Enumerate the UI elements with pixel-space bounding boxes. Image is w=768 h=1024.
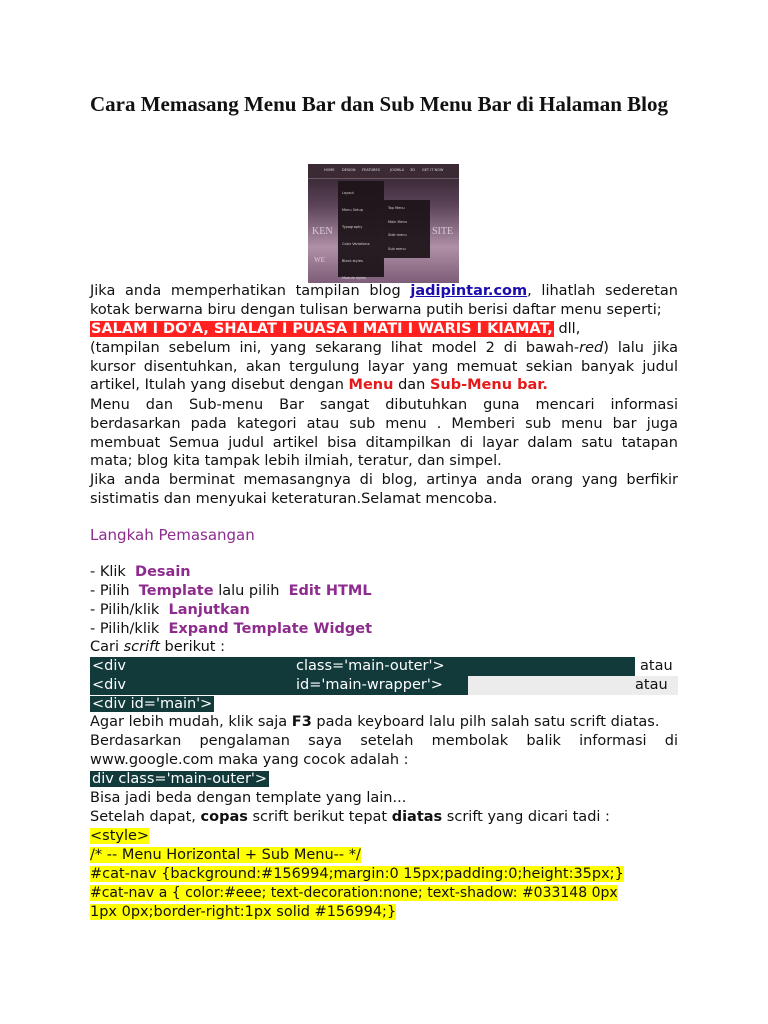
screenshot-subdropdown: [384, 200, 430, 258]
step-item: - Pilih Template lalu pilih Edit HTML: [90, 583, 372, 599]
paragraph-line: Bisa jadi beda dengan template yang lain...: [90, 790, 407, 806]
screenshot-dropdown-item: Module styles: [342, 276, 367, 280]
section-heading: Langkah Pemasangan: [90, 526, 255, 544]
step-action: Expand Template Widget: [168, 621, 373, 637]
screenshot-dropdown-item: Color Variations: [342, 242, 370, 246]
step-action: Lanjutkan: [168, 602, 250, 618]
screenshot-bg-text: SITE: [432, 226, 454, 237]
screenshot-dropdown-item: Menu Setup: [342, 208, 363, 212]
paragraph-line: berdasarkan pada kategori atau sub menu . Memberi sub menu bar juga: [90, 416, 678, 432]
screenshot-nav-item: 3D: [410, 168, 415, 172]
screenshot-nav-bar: [308, 164, 459, 179]
paragraph-line: sistimatis dan menyukai keteraturan.Selamat mencoba.: [90, 491, 498, 507]
paragraph-line: artikel, Itulah yang disebut dengan Menu dan Sub-Menu bar.: [90, 377, 548, 393]
css-code-line: #cat-nav a { color:#eee; text-decoration:none; text-shadow: #033148 0px: [90, 885, 618, 901]
code-line: <div id='main'>: [92, 696, 213, 712]
screenshot-dropdown-item: Block styles: [342, 259, 363, 263]
screenshot-dropdown-item: Main Menu: [388, 219, 408, 224]
menu-screenshot-image: [308, 164, 459, 283]
screenshot-bg-text: KEN: [312, 226, 333, 237]
css-code-line: /* -- Menu Horizontal + Sub Menu-- */: [90, 847, 361, 863]
step-action: Desain: [135, 564, 191, 580]
paragraph-line: kursor disentuhkan, akan tergulung layar yang memuat sekian banyak judul: [90, 359, 678, 375]
paragraph-line: Jika anda memperhatikan tampilan blog jadipintar.com, lihatlah sederetan: [90, 283, 678, 299]
menu-term: Menu: [348, 377, 394, 393]
step-item: - Pilih/klik Expand Template Widget: [90, 621, 373, 637]
paragraph-line: Menu dan Sub-menu Bar sangat dibutuhkan guna mencari informasi: [90, 397, 678, 413]
highlighted-menu-list: SALAM I DO'A, SHALAT I PUASA I MATI I WARIS I KIAMAT,: [91, 321, 553, 337]
step-item: - Pilih/klik Lanjutkan: [90, 602, 250, 618]
screenshot-dropdown-item: Sub menu: [388, 246, 406, 251]
paragraph-line: membuat Semua judul artikel bisa ditampilkan di layar dalam satu tatapan: [90, 435, 678, 451]
paragraph-line: (tampilan sebelum ini, yang sekarang lihat model 2 di bawah-red) lalu jika: [90, 340, 679, 356]
paragraph-line: Setelah dapat, copas scrift berikut tepat diatas scrift yang dicari tadi :: [90, 809, 610, 825]
css-code-line: 1px 0px;border-right:1px solid #156994;}: [90, 904, 397, 920]
paragraph-line: kotak berwarna biru dengan tulisan berwarna putih berisi daftar menu seperti;: [90, 302, 662, 318]
code-line: <div class='main-outer'> atau: [92, 658, 673, 674]
screenshot-dropdown-item: Top Menu: [388, 206, 405, 210]
screenshot-nav-item: DESIGN: [342, 168, 356, 172]
paragraph-line: www.google.com maka yang cocok adalah :: [90, 752, 409, 768]
paragraph-line: mata; blog kita tampak lebih ilmiah, teratur, dan simpel.: [90, 453, 502, 469]
step-item: - Klik Desain: [90, 564, 191, 580]
step-action: Edit HTML: [288, 583, 372, 599]
page-title: Cara Memasang Menu Bar dan Sub Menu Bar di Halaman Blog: [90, 92, 668, 116]
screenshot-dropdown-item: Typography: [342, 225, 363, 229]
screenshot-dropdown: [338, 181, 384, 280]
paragraph-line: Agar lebih mudah, klik saja F3 pada keyboard lalu pilh salah satu scrift diatas.: [90, 714, 660, 730]
submenu-term: Sub-Menu bar.: [429, 377, 548, 393]
screenshot-dropdown-item: Layout: [342, 191, 354, 195]
css-code-line: #cat-nav {background:#156994;margin:0 15px;padding:0;height:35px;}: [90, 866, 624, 882]
paragraph-line: Berdasarkan pengalaman saya setelah membolak balik informasi di: [90, 733, 678, 749]
step-action: Template: [138, 583, 214, 599]
paragraph-line: SALAM I DO'A, SHALAT I PUASA I MATI I WARIS I KIAMAT, dll,: [91, 321, 581, 337]
screenshot-nav-item: HOME: [324, 168, 335, 172]
screenshot-bg-text: WE: [314, 256, 325, 264]
screenshot-dropdown-item: Side menu: [388, 233, 407, 237]
screenshot-nav-item: JOOMLA: [390, 168, 404, 172]
code-line: <div id='main-wrapper'> atau: [90, 676, 678, 695]
code-line: div class='main-outer'>: [92, 771, 268, 787]
paragraph-line: Jika anda berminat memasangnya di blog, artinya anda orang yang berfikir: [90, 472, 678, 488]
screenshot-nav-item: FEATURES: [362, 168, 380, 172]
css-code-line: <style>: [90, 828, 150, 844]
jadipintar-link[interactable]: jadipintar.com: [410, 283, 528, 299]
screenshot-nav-item: GET IT NOW: [422, 168, 444, 172]
paragraph-line: Cari scrift berikut :: [90, 639, 225, 655]
